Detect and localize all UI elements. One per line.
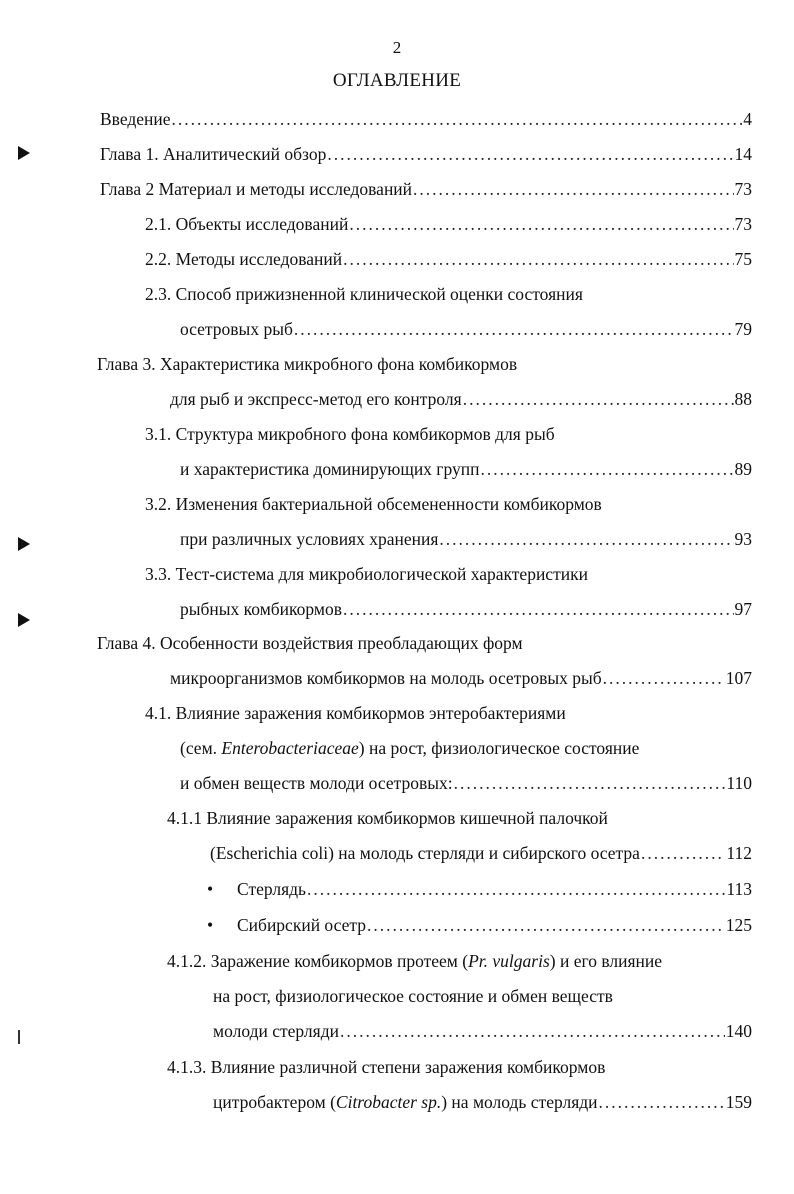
toc-entry-title: 4.1.3. Влияние различной степени заражения комбикормов (167, 1057, 606, 1077)
dot-leader (294, 316, 734, 342)
toc-entry-title (167, 948, 662, 974)
dot-leader (439, 526, 733, 552)
toc-entry-title: Глава 1. Аналитический обзор (100, 144, 327, 164)
dot-leader (340, 1018, 725, 1044)
text-run: (сем. (180, 738, 222, 758)
toc-entry-title: рыбных комбикормов (180, 599, 342, 619)
toc-entry-title: 2.2. Методы исследований (145, 249, 343, 269)
toc-entry-title: (Escherichia coli) на молодь стерляди и сибирского осетра (210, 843, 640, 863)
dot-leader (480, 456, 733, 482)
toc-entry-page: 110 (726, 773, 752, 793)
toc-entry[interactable] (180, 526, 752, 552)
text-run: 4.1.2. Заражение комбикормов протеем ( (167, 951, 469, 971)
toc-entry-page: 159 (725, 1092, 752, 1112)
text-run: ) на молодь стерляди (441, 1092, 598, 1112)
toc-entry-page: 79 (734, 319, 752, 339)
toc-entry-page: 140 (725, 1021, 752, 1041)
toc-entry-title: 2.3. Способ прижизненной клинической оценки состояния (145, 284, 583, 304)
taxon-name: Citrobacter sp. (335, 1092, 442, 1112)
toc-entry-title: микроорганизмов комбикормов на молодь осетровых рыб (170, 668, 602, 688)
dot-leader (307, 876, 725, 902)
toc-entry[interactable] (210, 840, 752, 866)
toc-entry-title: на рост, физиологическое состояние и обмен веществ (213, 986, 613, 1006)
toc-entry-line[interactable] (167, 1054, 605, 1080)
dot-leader (413, 176, 733, 202)
toc-entry-page: 97 (734, 599, 752, 619)
toc-entry[interactable] (180, 316, 752, 342)
toc-entry-page: 88 (734, 389, 752, 409)
toc-entry-line[interactable] (145, 281, 583, 307)
text-run: ) на рост, физиологическое состояние (358, 738, 640, 758)
toc-entry-title: осетровых рыб (180, 319, 293, 339)
dot-leader (343, 596, 734, 622)
toc-entry-page: 14 (734, 144, 752, 164)
toc-entry[interactable] (145, 211, 752, 237)
toc-entry[interactable] (207, 912, 752, 938)
toc-entry-page: 89 (734, 459, 752, 479)
toc-entry-title: для рыб и экспресс-метод его контроля (170, 389, 462, 409)
toc-entry-line[interactable] (167, 948, 662, 974)
toc-entry[interactable] (100, 141, 752, 167)
toc-entry[interactable] (213, 1089, 752, 1115)
taxon-name: Enterobacteriaceae (221, 738, 359, 758)
toc-entry-line[interactable] (145, 421, 555, 447)
toc-entry[interactable] (180, 456, 752, 482)
toc-entry[interactable] (170, 386, 752, 412)
toc-entry-line[interactable] (180, 735, 639, 761)
dot-leader (599, 1089, 725, 1115)
toc-entry-title: 4.1.1 Влияние заражения комбикормов кишечной палочкой (167, 808, 608, 828)
toc-entry-line[interactable] (145, 700, 566, 726)
text-run: ) и его влияние (549, 951, 663, 971)
toc-entry-title: 4.1. Влияние заражения комбикормов энтеробактериями (145, 703, 566, 723)
taxon-name: Pr. vulgaris (468, 951, 550, 971)
toc-entry-title: 2.1. Объекты исследований (145, 214, 349, 234)
toc-title: ОГЛАВЛЕНИЕ (332, 70, 462, 91)
toc-entry-page: 75 (734, 249, 752, 269)
dot-leader (327, 141, 733, 167)
toc-entry-line[interactable] (97, 630, 523, 656)
toc-entry-title: Глава 4. Особенности воздействия преобладающих форм (97, 633, 523, 653)
toc-entry-title: 3.2. Изменения бактериальной обсемененности комбикормов (145, 494, 602, 514)
bullet-icon: • (207, 915, 214, 935)
toc-entry-page: 113 (726, 879, 752, 899)
page-number: 2 (392, 38, 402, 57)
toc-entry-page: 107 (725, 668, 752, 688)
toc-entry-title: Введение (100, 109, 171, 129)
toc-entry[interactable] (213, 1018, 752, 1044)
toc-entry-title: молоди стерляди (213, 1021, 339, 1041)
toc-entry[interactable] (180, 770, 752, 796)
toc-entry-title (207, 876, 306, 902)
toc-entry-title (213, 1089, 598, 1115)
toc-entry-line[interactable] (145, 561, 588, 587)
toc-entry-page: 93 (734, 529, 752, 549)
toc-entry[interactable] (170, 665, 752, 691)
toc-entry[interactable] (207, 876, 752, 902)
toc-entry-page: 4 (743, 109, 752, 129)
dot-leader (463, 386, 734, 412)
toc-entry-line[interactable] (97, 351, 517, 377)
toc-entry-line[interactable] (213, 983, 613, 1009)
toc-entry-page: 125 (725, 915, 752, 935)
dot-leader (349, 211, 733, 237)
text-run: цитробактером ( (213, 1092, 336, 1112)
dot-leader (454, 770, 726, 796)
toc-entry-page: 73 (734, 214, 752, 234)
toc-entry-title: 3.3. Тест-система для микробиологической характеристики (145, 564, 588, 584)
toc-entry[interactable] (145, 246, 752, 272)
toc-entry-title: Глава 2 Материал и методы исследований (100, 179, 413, 199)
toc-entry-page: 112 (726, 843, 752, 863)
toc-entry-title: при различных условиях хранения (180, 529, 439, 549)
toc-entry-line[interactable] (145, 491, 602, 517)
toc-entry-title: и характеристика доминирующих групп (180, 459, 480, 479)
toc-entry-title: и обмен веществ молоди осетровых: (180, 773, 453, 793)
toc-entry[interactable] (100, 176, 752, 202)
text-run: Сибирский осетр (237, 915, 366, 935)
toc-entry[interactable] (180, 596, 752, 622)
bullet-icon: • (207, 879, 214, 899)
dot-leader (172, 106, 743, 132)
dot-leader (603, 665, 725, 691)
dot-leader (641, 840, 725, 866)
toc-entry-title: 3.1. Структура микробного фона комбикормов для рыб (145, 424, 555, 444)
toc-entry-title (180, 735, 639, 761)
toc-entry-title (207, 912, 366, 938)
toc-entry[interactable] (100, 106, 752, 132)
dot-leader (367, 912, 725, 938)
toc-entry-line[interactable] (167, 805, 608, 831)
toc-entry-title: Глава 3. Характеристика микробного фона комбикормов (97, 354, 518, 374)
text-run: Стерлядь (237, 879, 307, 899)
toc-entry-page: 73 (734, 179, 752, 199)
dot-leader (343, 246, 733, 272)
